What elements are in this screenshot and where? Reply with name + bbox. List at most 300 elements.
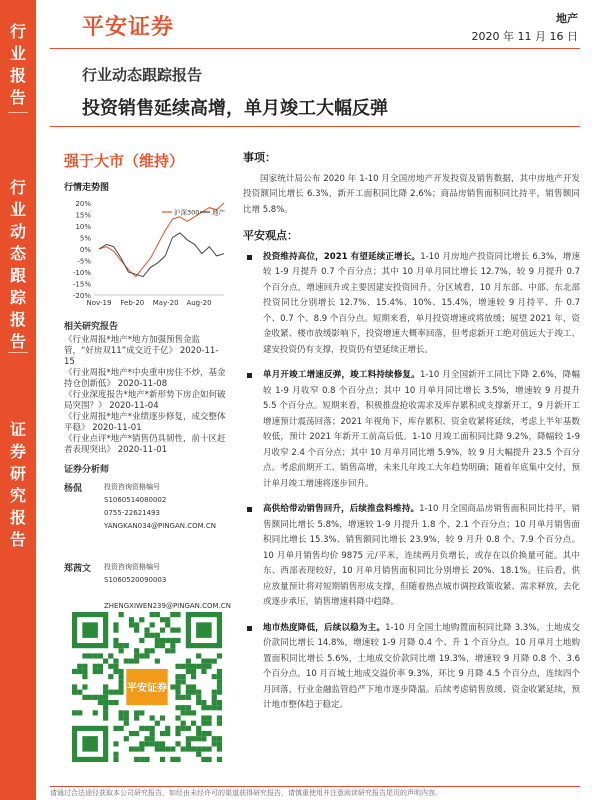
qr-module — [139, 653, 144, 658]
qr-module — [119, 674, 124, 679]
qr-module — [98, 695, 103, 700]
qr-module — [217, 757, 222, 762]
y-tick-label: 0% — [79, 246, 91, 254]
qr-module — [113, 643, 118, 648]
analyst-phone: 0755-22621493 — [104, 509, 160, 517]
qr-module — [160, 643, 165, 648]
view-bullet — [243, 621, 580, 714]
qr-module — [98, 700, 103, 705]
qr-module — [181, 726, 186, 731]
analyst-name: 杨侃 — [64, 484, 83, 494]
qr-module — [119, 684, 124, 689]
qr-module — [82, 664, 87, 669]
qr-module — [129, 659, 134, 664]
qr-module — [212, 736, 217, 741]
qr-module — [217, 679, 222, 684]
qr-module — [196, 752, 201, 757]
qr-module — [150, 633, 155, 638]
qr-logo-label: 平安证券 — [127, 683, 167, 694]
x-tick-label: Aug-20 — [186, 299, 212, 307]
qr-module — [186, 664, 191, 669]
qr-module — [150, 741, 155, 746]
bullet-lead: 单月开竣工增速反弹，竣工料持续修复。 — [263, 370, 420, 380]
qr-module — [170, 638, 175, 643]
x-tick-label: Feb-20 — [120, 299, 145, 307]
related-heading: 相关研究报告 — [64, 322, 119, 332]
sidebar-divider — [8, 352, 28, 353]
qr-module — [129, 622, 134, 627]
qr-module — [82, 622, 98, 638]
qr-module — [134, 746, 139, 751]
qr-module — [155, 746, 160, 751]
qr-module — [82, 736, 98, 752]
qr-module — [206, 721, 211, 726]
qr-module — [212, 695, 217, 700]
qr-module — [217, 669, 222, 674]
qr-module — [113, 757, 118, 762]
qr-module — [181, 664, 186, 669]
bullet-text: 1-10 月全国土地购置面积同比降 3.3%，土地成交价款同比增长 14.8%，增速较 1-9 月降 0.4 个、升 1 个百分点。10 月单月土地购置面积同比增长 5.6%，土地成交价款同比增 19.3%，增速较 9 月降 0.8 个、3.6 个百分点。10 月百城土地成交溢价率 9.3%，环比 9 月降 4.5 个百分点，连续四个月回落，行业金融监管趋严下地市逐步降温。后续考虑销售放缓、资金收紧延续，预计地市整体趋于稳定。 — [263, 622, 580, 710]
qr-module — [150, 648, 155, 653]
qr-module — [108, 700, 113, 705]
related-reports — [64, 322, 229, 456]
y-tick-label: -5% — [77, 257, 91, 266]
bullet-square-icon — [247, 255, 252, 260]
qr-module — [139, 746, 144, 751]
qr-module — [93, 664, 98, 669]
qr-module — [181, 679, 186, 684]
qr-module — [201, 659, 206, 664]
qr-module — [139, 710, 144, 715]
qr-module — [201, 746, 206, 751]
qr-module — [170, 746, 175, 751]
qr-module — [119, 726, 124, 731]
qr-module — [144, 648, 149, 653]
qr-module — [160, 628, 165, 633]
qr-module — [139, 741, 144, 746]
qr-module — [82, 695, 87, 700]
qr-module — [119, 643, 124, 648]
qr-module — [181, 721, 186, 726]
view-bullet — [243, 368, 580, 492]
qr-module — [212, 700, 217, 705]
qr-module — [77, 690, 82, 695]
qr-module — [196, 726, 201, 731]
qr-module — [160, 741, 165, 746]
series-line-hs300 — [99, 203, 224, 277]
qr-module — [98, 653, 103, 658]
sector-label: 地产 — [556, 12, 578, 25]
qr-module — [175, 664, 180, 669]
qr-module — [144, 628, 149, 633]
qr-module — [124, 643, 129, 648]
price-chart — [64, 195, 229, 310]
qr-module — [119, 690, 124, 695]
qr-module — [196, 736, 201, 741]
qr-module — [150, 622, 155, 627]
qr-module — [103, 690, 108, 695]
qr-module — [134, 757, 139, 762]
view-bullet — [243, 250, 580, 359]
qr-module — [175, 715, 180, 720]
analyst-email[interactable]: ZHENGXIWEN239@PINGAN.COM.CN — [104, 602, 231, 610]
qr-module — [196, 664, 201, 669]
qr-module — [103, 695, 108, 700]
qr-module — [134, 731, 139, 736]
qr-module — [150, 612, 155, 617]
analyst-role: 投资咨询资格编号 — [104, 483, 160, 491]
qr-module — [175, 695, 180, 700]
main-content — [243, 150, 580, 724]
qr-module — [103, 715, 108, 720]
qr-module — [134, 715, 139, 720]
qr-module — [144, 633, 149, 638]
qr-module — [186, 741, 191, 746]
rating: 强于大市（维持） — [64, 152, 185, 170]
qr-module — [181, 695, 186, 700]
qr-module — [201, 736, 206, 741]
qr-module — [217, 746, 222, 751]
qr-module — [165, 648, 170, 653]
bullet-lead: 地市热度降低，后续以稳为主。 — [263, 622, 386, 633]
analyst-email[interactable]: YANGKAN034@PINGAN.COM.CN — [104, 522, 217, 530]
qr-module — [124, 736, 129, 741]
qr-module — [108, 690, 113, 695]
qr-module — [82, 674, 87, 679]
qr-module — [77, 710, 82, 715]
qr-module — [144, 741, 149, 746]
y-tick-label: -10% — [72, 269, 91, 277]
qr-module — [217, 674, 222, 679]
qr-module — [93, 710, 98, 715]
qr-module — [103, 710, 108, 715]
qr-module — [93, 653, 98, 658]
qr-module — [186, 726, 191, 731]
qr-module — [72, 669, 77, 674]
qr-module — [170, 648, 175, 653]
qr-module — [98, 669, 103, 674]
qr-module — [186, 736, 191, 741]
y-tick-label: 15% — [75, 211, 91, 220]
qr-module — [170, 628, 175, 633]
qr-module — [196, 622, 212, 638]
qr-module — [191, 710, 196, 715]
bullet-text: 1-10 月全国商品房销售面积同比持平，销售额同比增长 5.8%，增速较 1-9 月提升 1.8 个、2.1 个百分点；10 月单月销售面积同比增长 15.3%、销售额同比增长 23.9%，较 9 月升 0.8 个、7.9 个百分点。10 月单月销售均价 9875 元/平米，连续两月负增长，或存在以价换量可能。其中东、西部表现较好，10 月单月销售面积同比分别增长 20%、18.1%。往后看，供应放量预计将对短期销售形成支撑，但随着热点城市调控政策收紧、需求释放，去化或逐步承压，销售增速料降中趋降。 — [263, 504, 580, 607]
qr-module — [196, 731, 201, 736]
related-item[interactable]: 《行业周报*地产*地方加强预售金监管，“好房双11”成交近千亿》 2020-11-15 — [64, 335, 219, 367]
qr-module — [196, 700, 201, 705]
qr-module — [155, 741, 160, 746]
bullet-square-icon — [247, 373, 252, 378]
qr-module — [82, 684, 87, 689]
qr-module — [217, 736, 222, 741]
qr-module — [139, 726, 144, 731]
qr-module — [196, 690, 201, 695]
qr-module — [98, 664, 103, 669]
analyst-code: S1060514080002 — [104, 496, 167, 504]
footer-note: 请通过合法途径获取本公司研究报告，如经由未经许可的渠道获得研究报告，请慎重使用并注意阅读研究报告尾页的声明内容。 — [50, 789, 442, 797]
qr-module — [88, 695, 93, 700]
qr-module — [201, 757, 206, 762]
qr-module — [103, 705, 108, 710]
events-heading: 事项： — [243, 151, 276, 164]
qr-module — [113, 752, 118, 757]
qr-module — [186, 669, 191, 674]
qr-module — [217, 721, 222, 726]
analyst-details — [104, 561, 231, 613]
qr-module — [72, 690, 77, 695]
related-item[interactable]: 《行业深度报告*地产*新形势下房企如何破局突围？》 2020-11-04 — [64, 390, 226, 411]
related-item[interactable]: 《行业周报*地产*业绩逐步修复，成交整体平稳》 2020-11-01 — [64, 412, 226, 433]
qr-module — [150, 736, 155, 741]
qr-module — [103, 659, 108, 664]
qr-module — [160, 746, 165, 751]
qr-module — [119, 679, 124, 684]
qr-module — [175, 674, 180, 679]
qr-module — [139, 757, 144, 762]
qr-module — [160, 715, 165, 720]
y-tick-label: 10% — [75, 223, 91, 231]
qr-module — [139, 638, 144, 643]
qr-module — [150, 731, 155, 736]
qr-module — [191, 690, 196, 695]
qr-module — [181, 710, 186, 715]
y-tick-label: -20% — [72, 292, 91, 300]
qr-module — [186, 684, 191, 689]
qr-module — [175, 612, 180, 617]
qr-module — [88, 653, 93, 658]
qr-module — [212, 659, 217, 664]
qr-module — [144, 736, 149, 741]
series-line-property — [99, 233, 224, 277]
title-divider — [50, 126, 580, 127]
qr-module — [191, 674, 196, 679]
qr-module — [175, 690, 180, 695]
related-item[interactable]: 《行业点评*地产*销售仍具韧性，前十区赶者表现突出》 2020-11-01 — [64, 434, 226, 455]
qr-module — [170, 684, 175, 689]
qr-module — [196, 653, 201, 658]
qr-module — [113, 628, 118, 633]
sidebar — [0, 0, 36, 800]
qr-module — [134, 628, 139, 633]
qr-module — [206, 659, 211, 664]
qr-module — [206, 664, 211, 669]
qr-module — [72, 684, 77, 689]
qr-module — [165, 638, 170, 643]
qr-module — [175, 705, 180, 710]
events-text: 国家统计局公布 2020 年 1-10 月全国房地产开发投资及销售数据，其中房地产开发投资额同比增长 6.3%，新开工面积同比降 2.6%；商品房销售面积同比持平，销售额同比增 5.8%。 — [243, 173, 580, 215]
qr-module — [186, 659, 191, 664]
qr-module — [108, 653, 113, 658]
qr-module — [160, 617, 165, 622]
qr-code[interactable] — [72, 612, 222, 762]
qr-module — [201, 715, 206, 720]
qr-module — [170, 612, 175, 617]
bullet-lead: 投资维持高位，2021 有望延续正增长。 — [263, 251, 421, 262]
qr-module — [113, 726, 118, 731]
report-subtitle: 行业动态跟踪报告 — [82, 66, 203, 84]
sidebar-report-type: 行 业 报 告 — [9, 22, 26, 107]
qr-module — [201, 669, 206, 674]
qr-module — [217, 684, 222, 689]
qr-module — [155, 659, 160, 664]
qr-module — [124, 659, 129, 664]
qr-module — [191, 684, 196, 689]
x-tick-label: Nov-19 — [86, 299, 112, 307]
qr-module — [212, 741, 217, 746]
qr-module — [134, 648, 139, 653]
sidebar-divider — [8, 112, 28, 113]
qr-module — [124, 715, 129, 720]
qr-module — [155, 721, 160, 726]
qr-module — [206, 746, 211, 751]
qr-module — [217, 741, 222, 746]
sidebar-research: 证 券 研 究 报 告 — [9, 420, 26, 549]
qr-module — [186, 695, 191, 700]
qr-module — [150, 726, 155, 731]
qr-module — [113, 690, 118, 695]
qr-module — [181, 705, 186, 710]
qr-module — [108, 674, 113, 679]
qr-module — [175, 628, 180, 633]
analyst-spacer — [104, 587, 231, 600]
qr-module — [134, 659, 139, 664]
qr-module — [201, 705, 206, 710]
chart-title: 行情走势图 — [64, 183, 110, 193]
analyst-role: 投资咨询资格编号 — [104, 563, 160, 571]
sidebar-report-kind: 行 业 动 态 跟 踪 报 告 — [9, 178, 26, 351]
qr-module — [165, 731, 170, 736]
qr-module — [170, 643, 175, 648]
bullet-square-icon — [247, 507, 252, 512]
qr-module — [160, 731, 165, 736]
qr-module — [155, 643, 160, 648]
analyst-code: S1060520090003 — [104, 576, 167, 584]
qr-module — [77, 664, 82, 669]
footer-divider — [50, 786, 580, 787]
qr-module — [196, 746, 201, 751]
qr-module — [181, 674, 186, 679]
qr-module — [124, 710, 129, 715]
qr-module — [191, 721, 196, 726]
qr-module — [191, 746, 196, 751]
qr-module — [119, 648, 124, 653]
qr-module — [165, 726, 170, 731]
qr-module — [165, 622, 170, 627]
x-tick-label: May-20 — [152, 299, 179, 307]
qr-module — [186, 746, 191, 751]
qr-module — [212, 674, 217, 679]
qr-module — [201, 700, 206, 705]
qr-module — [82, 653, 87, 658]
qr-module — [196, 695, 201, 700]
qr-module — [93, 695, 98, 700]
qr-module — [113, 669, 118, 674]
qr-module — [113, 622, 118, 627]
related-item[interactable]: 《行业周报*地产*中央重申房住不炒，基金持仓创新低》 2020-11-08 — [64, 368, 226, 389]
qr-module — [129, 731, 134, 736]
qr-module — [217, 653, 222, 658]
header-divider — [50, 48, 580, 49]
analysts-heading: 证券分析师 — [64, 465, 110, 475]
qr-module — [108, 664, 113, 669]
qr-module — [119, 715, 124, 720]
qr-module — [206, 731, 211, 736]
qr-module — [139, 617, 144, 622]
qr-module — [129, 746, 134, 751]
qr-module — [175, 679, 180, 684]
qr-module — [191, 736, 196, 741]
qr-module — [144, 653, 149, 658]
legend-label: 地产 — [212, 208, 225, 217]
legend-label: 沪深300 — [174, 208, 200, 217]
qr-module — [150, 715, 155, 720]
qr-module — [160, 757, 165, 762]
qr-module — [113, 700, 118, 705]
qr-module — [82, 669, 87, 674]
analyst-name: 郑茜文 — [64, 564, 92, 574]
qr-module — [175, 757, 180, 762]
qr-module — [113, 664, 118, 669]
bullet-text: 1-10 月全国新开工同比下降 2.6%，降幅较 1-9 月收窄 0.8 个百分点；其中 10 月单月同比增长 3.5%，增速较 9 月提升 5.5 个百分点。短期来看，积极推盘抢收需求及库存累积或支撑新开工，9 月新开工增速预计震荡回落；2021 年视角下，库存累积、资金收紧将延续，考虑上半年基数较低，预计 2021 年新开工前高后低。1-10 月竣工面积同比降 9.2%，降幅较 1-9 月收窄 2.4 个百分点；其中 10 月单月同比增 5.9%，较 9 月大幅提升 23.5 个百分点。考虑前期开工、销售高增，未来几年竣工大年趋势明确；随着年底集中交付，预计单月竣工增速将逐步回升。 — [263, 370, 580, 489]
qr-module — [134, 653, 139, 658]
qr-module — [72, 710, 77, 715]
company-logo: 平安证券 — [82, 15, 175, 40]
qr-module — [201, 731, 206, 736]
y-tick-label: 20% — [75, 200, 91, 208]
qr-module — [206, 705, 211, 710]
qr-module — [119, 710, 124, 715]
qr-module — [103, 700, 108, 705]
qr-module — [201, 664, 206, 669]
qr-module — [186, 710, 191, 715]
qr-module — [103, 684, 108, 689]
qr-module — [144, 757, 149, 762]
qr-module — [191, 664, 196, 669]
qr-module — [134, 622, 139, 627]
qr-module — [77, 669, 82, 674]
qr-module — [165, 617, 170, 622]
qr-module — [160, 638, 165, 643]
qr-module — [113, 638, 118, 643]
chart-heading-wrap — [64, 180, 229, 193]
qr-module — [93, 669, 98, 674]
qr-module — [155, 638, 160, 643]
qr-module — [129, 617, 134, 622]
qr-module — [170, 757, 175, 762]
qr-module — [175, 741, 180, 746]
qr-module — [165, 746, 170, 751]
view-bullet — [243, 502, 580, 611]
analyst-card — [64, 481, 229, 561]
qr-module — [206, 715, 211, 720]
qr-module — [175, 684, 180, 689]
qr-module — [134, 710, 139, 715]
qr-module — [181, 746, 186, 751]
qr-module — [175, 731, 180, 736]
qr-module — [206, 757, 211, 762]
bullet-square-icon — [247, 626, 252, 631]
qr-module — [186, 705, 191, 710]
bullet-lead: 高供给带动销售回升，后续推盘料维持。 — [263, 504, 420, 514]
qr-module — [217, 715, 222, 720]
qr-module — [186, 690, 191, 695]
qr-module — [175, 638, 180, 643]
qr-module — [113, 741, 118, 746]
y-tick-label: -15% — [72, 280, 91, 289]
y-tick-label: 5% — [79, 234, 91, 243]
qr-module — [212, 690, 217, 695]
